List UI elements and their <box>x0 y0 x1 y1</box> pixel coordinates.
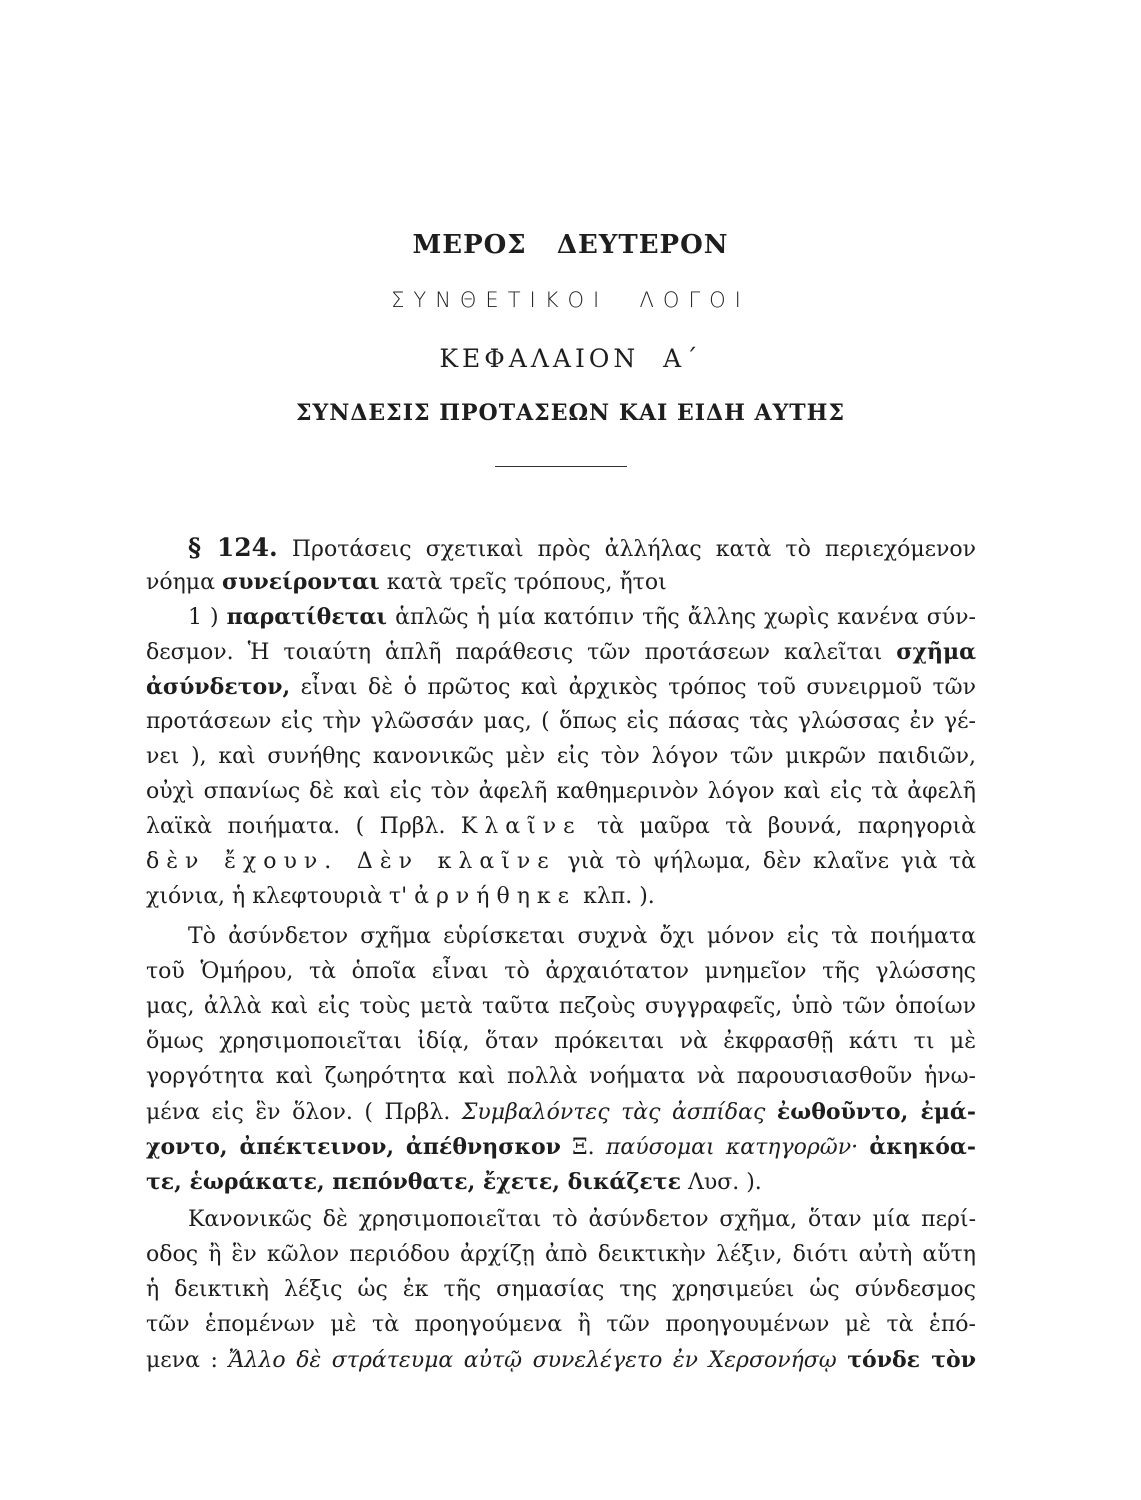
text-span: γιὰ τὸ ψήλωμα, δὲν κλαῖνε γιὰ τὰ <box>567 849 976 874</box>
text-line: μας, ἀλλὰ καὶ εἰς τοὺς μετὰ ταῦτα πεζοὺς συγγραφεῖς, ὑπὸ τῶν ὁποίων <box>146 994 976 1019</box>
text-line <box>146 565 976 599</box>
text-span: κλπ. ). <box>583 884 655 909</box>
part-heading: ΜΕΡΟΣ ΔΕΥΤΕΡΟΝ <box>412 230 729 260</box>
bold-term: ἀκηκόα- <box>869 1134 976 1160</box>
text-line: ὅμως χρησιμοποιεῖται ἰδίᾳ, ὅταν πρόκειται νὰ ἐκφρασθῇ κάτι τι μὲ <box>146 1029 976 1054</box>
text-line <box>146 1130 976 1164</box>
italic-quote: Συμβαλόντες τὰς ἀσπίδας <box>461 1100 766 1125</box>
text-span: μενα : <box>146 1348 218 1373</box>
text-span: δεσμον. Ἡ τοιαύτη ἁπλῆ παράθεσις τῶν προτάσεων καλεῖται <box>146 640 883 665</box>
bold-term: ἀσύνδετον, <box>146 674 291 700</box>
text-line: γοργότητα καὶ ζωηρότητα καὶ πολλὰ νοήματα νὰ παρουσιασθοῦν ἡνω- <box>146 1064 976 1089</box>
text-line: νει ), καὶ συνήθης κανονικῶς μὲν εἰς τὸν λόγον τῶν μικρῶν παιδιῶν, <box>146 744 976 769</box>
bold-term: σχῆμα <box>896 639 976 665</box>
text-line: τοῦ Ὁμήρου, τὰ ὁποῖα εἶναι τὸ ἀρχαιότατον μνημεῖον τῆς γλώσσης <box>146 959 976 984</box>
text-span: Ξ. <box>572 1135 595 1160</box>
bold-term: χοντο, ἀπέκτεινον, ἀπέθνησκον <box>146 1134 561 1160</box>
text-span: εἶναι δὲ ὁ πρῶτος καὶ ἀρχικὸς τρόπος τοῦ συνειρμοῦ τῶν <box>300 675 976 700</box>
text-line <box>146 845 976 879</box>
text-span: Λυσ. ). <box>687 1170 762 1195</box>
section-number: § 124. <box>188 533 278 562</box>
text-span: λαϊκὰ ποιήματα. ( Πρβλ. <box>146 814 446 839</box>
text-span: τὰ μαῦρα τὰ βουνά, παρηγοριὰ <box>597 814 976 839</box>
text-line: τῶν ἑπομένων μὲ τὰ προηγούμενα ἢ τῶν προηγουμένων μὲ τὰ ἑπό- <box>146 1312 976 1337</box>
spaced-text: ἀρνήθηκε <box>414 884 577 909</box>
chapter-heading: ΚΕΦΑΛΑΙΟΝ Α΄ <box>439 344 702 373</box>
text-span: νόημα <box>146 570 215 595</box>
bold-term: τε, ἑωράκατε, πεπόνθατε, ἔχετε, δικάζετε <box>146 1169 681 1195</box>
bold-term: ἐωθοῦντο, ἐμά- <box>776 1099 976 1125</box>
text-line <box>146 810 976 844</box>
text-line: οδος ἢ ἓν κῶλον περιόδου ἀρχίζῃ ἀπὸ δεικτικὴν λέξιν, διότι αὐτὴ αὕτη <box>146 1242 976 1267</box>
text-line <box>146 635 976 669</box>
text-line: οὐχὶ σπανίως δὲ καὶ εἰς τὸν ἀφελῆ καθημερινὸν λόγον καὶ εἰς τὰ ἀφελῆ <box>146 779 976 804</box>
spaced-text: δὲν ἔχουν. Δὲν κλαῖνε <box>146 849 556 874</box>
text-line <box>146 880 976 914</box>
chapter-title: ΣΥΝΔΕΣΙΣ ΠΡΟΤΑΣΕΩΝ ΚΑΙ ΕΙΔΗ ΑΥΤΗΣ <box>295 400 846 426</box>
divider-rule <box>495 466 627 467</box>
subtitle-heading: ΣΥΝΘΕΤΙΚΟΙ ΛΟΓΟΙ <box>391 288 750 312</box>
text-line <box>146 1165 976 1199</box>
text-span: Προτάσεις σχετικαὶ πρὸς ἀλλήλας κατὰ τὸ περιεχόμενον <box>291 537 976 562</box>
text-span: 1 ) <box>188 605 219 630</box>
text-line <box>146 670 976 704</box>
bold-term: τόνδε τὸν <box>847 1347 976 1373</box>
text-line: ἡ δεικτικὴ λέξις ὡς ἐκ τῆς σημασίας της χρησιμεύει ὡς σύνδεσμος <box>146 1277 976 1302</box>
italic-quote: Ἄλλο δὲ στράτευμα αὐτῷ συνελέγετο ἐν Χερσονήσῳ <box>228 1348 837 1373</box>
spaced-text: Κλαῖνε <box>460 814 582 839</box>
text-line <box>146 1095 976 1129</box>
text-span: κατὰ τρεῖς τρόπους, ἤτοι <box>386 570 667 595</box>
text-line: Κανονικῶς δὲ χρησιμοποιεῖται τὸ ἀσύνδετον σχῆμα, ὅταν μία περί- <box>188 1207 976 1232</box>
text-line <box>188 600 976 634</box>
text-line: προτάσεων εἰς τὴν γλῶσσάν μας, ( ὅπως εἰς πάσας τὰς γλώσσας ἐν γέ- <box>146 709 976 734</box>
bold-term: παρατίθεται <box>226 604 388 630</box>
text-span: μένα εἰς ἓν ὅλον. ( Πρβλ. <box>146 1100 451 1125</box>
text-line: Τὸ ἀσύνδετον σχῆμα εὑρίσκεται συχνὰ ὄχι μόνον εἰς τὰ ποιήματα <box>188 924 976 949</box>
bold-term: συνείρονται <box>221 569 380 595</box>
text-line <box>146 1343 976 1377</box>
text-line <box>188 531 976 565</box>
text-span: χιόνια, ἡ κλεφτουριὰ τ' <box>146 884 408 909</box>
text-span: ἁπλῶς ἡ μία κατόπιν τῆς ἄλλης χωρὶς κανένα σύν- <box>395 605 976 630</box>
italic-quote: παύσομαι κατηγορῶν· <box>605 1135 859 1160</box>
